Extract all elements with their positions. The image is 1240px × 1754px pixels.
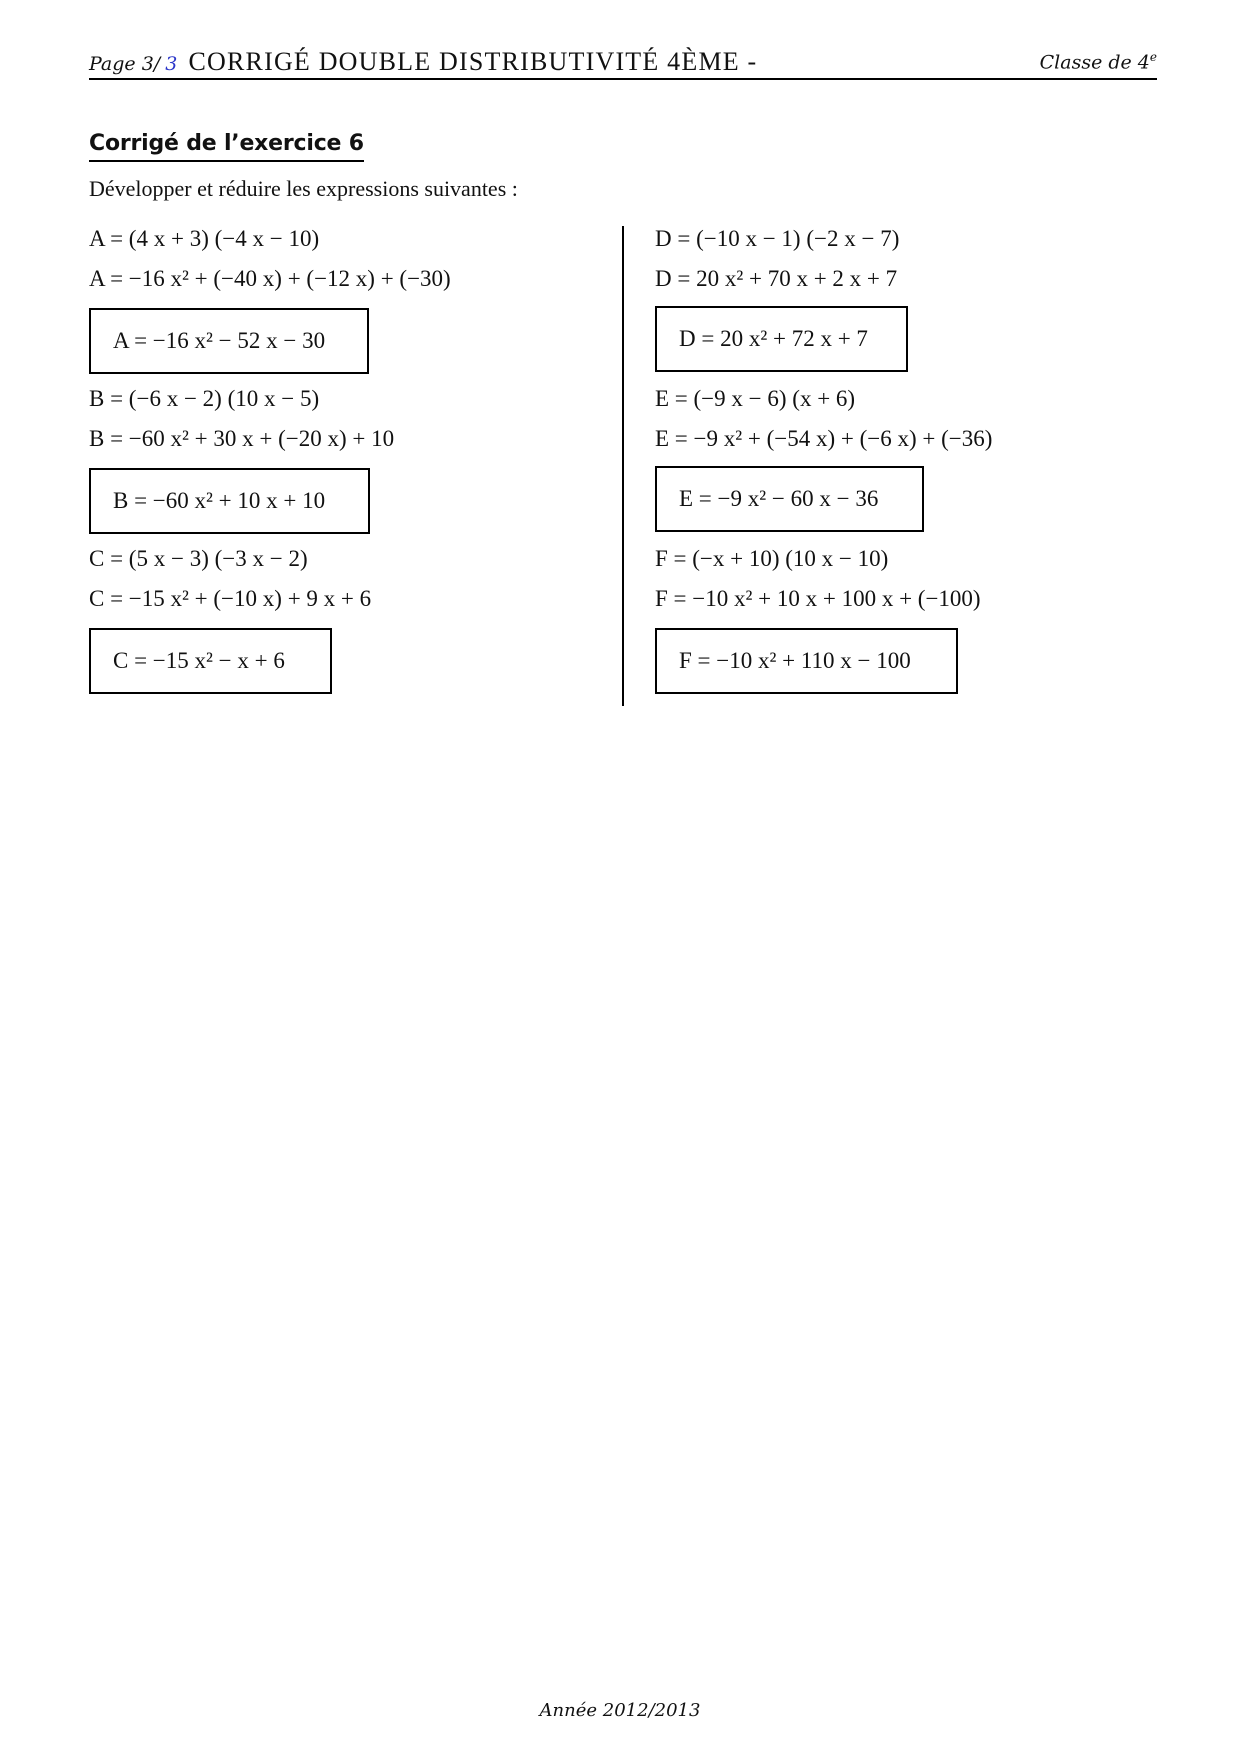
expression-b-result: [89, 468, 370, 534]
expression-c-step2: C = −15 x² + (−10 x) + 9 x + 6: [89, 586, 372, 611]
expression-c-result: [89, 628, 332, 694]
expression-f-step2: F = −10 x² + 10 x + 100 x + (−100): [655, 586, 981, 611]
expression-b-step2: B = −60 x² + 30 x + (−20 x) + 10: [89, 426, 395, 451]
expression-f-step1: F = (−x + 10) (10 x − 10): [655, 546, 889, 571]
page-footer: Année 2012/2013: [539, 1700, 701, 1721]
class-label-text: Classe de 4: [1039, 51, 1150, 74]
expression-d-step2: D = 20 x² + 70 x + 2 x + 7: [655, 266, 898, 291]
page-total-link[interactable]: 3: [165, 53, 178, 75]
expression-d-result: [655, 306, 908, 372]
class-label: [1040, 50, 1157, 73]
header-left: [89, 47, 757, 77]
expression-e-result-text: E = −9 x² − 60 x − 36: [679, 486, 879, 511]
expression-f-result: [655, 628, 958, 694]
document-title: CORRIGÉ DOUBLE DISTRIBUTIVITÉ 4ÈME -: [188, 47, 758, 76]
page-header: [89, 42, 1157, 80]
exercise-title: Corrigé de l’exercice 6: [89, 131, 364, 162]
expression-b-step1: B = (−6 x − 2) (10 x − 5): [89, 386, 320, 411]
expression-c-result-text: C = −15 x² − x + 6: [113, 648, 285, 673]
page-number-label: Page 3/: [89, 53, 161, 75]
class-label-sup: e: [1149, 50, 1157, 64]
expression-c-step1: C = (5 x − 3) (−3 x − 2): [89, 546, 308, 571]
expression-a-step1: A = (4 x + 3) (−4 x − 10): [89, 226, 320, 251]
expression-a-step2: A = −16 x² + (−40 x) + (−12 x) + (−30): [89, 266, 451, 291]
expression-e-step1: E = (−9 x − 6) (x + 6): [655, 386, 856, 411]
exercise-intro: Développer et réduire les expressions suivantes :: [89, 176, 518, 201]
expression-a-result-text: A = −16 x² − 52 x − 30: [113, 328, 326, 353]
expression-e-step2: E = −9 x² + (−54 x) + (−6 x) + (−36): [655, 426, 993, 451]
column-separator: [622, 226, 624, 706]
expression-d-result-text: D = 20 x² + 72 x + 7: [679, 326, 868, 351]
expression-f-result-text: F = −10 x² + 110 x − 100: [679, 648, 911, 673]
expression-a-result: [89, 308, 369, 374]
expression-d-step1: D = (−10 x − 1) (−2 x − 7): [655, 226, 900, 251]
expression-b-result-text: B = −60 x² + 10 x + 10: [113, 488, 326, 513]
expression-e-result: [655, 466, 924, 532]
